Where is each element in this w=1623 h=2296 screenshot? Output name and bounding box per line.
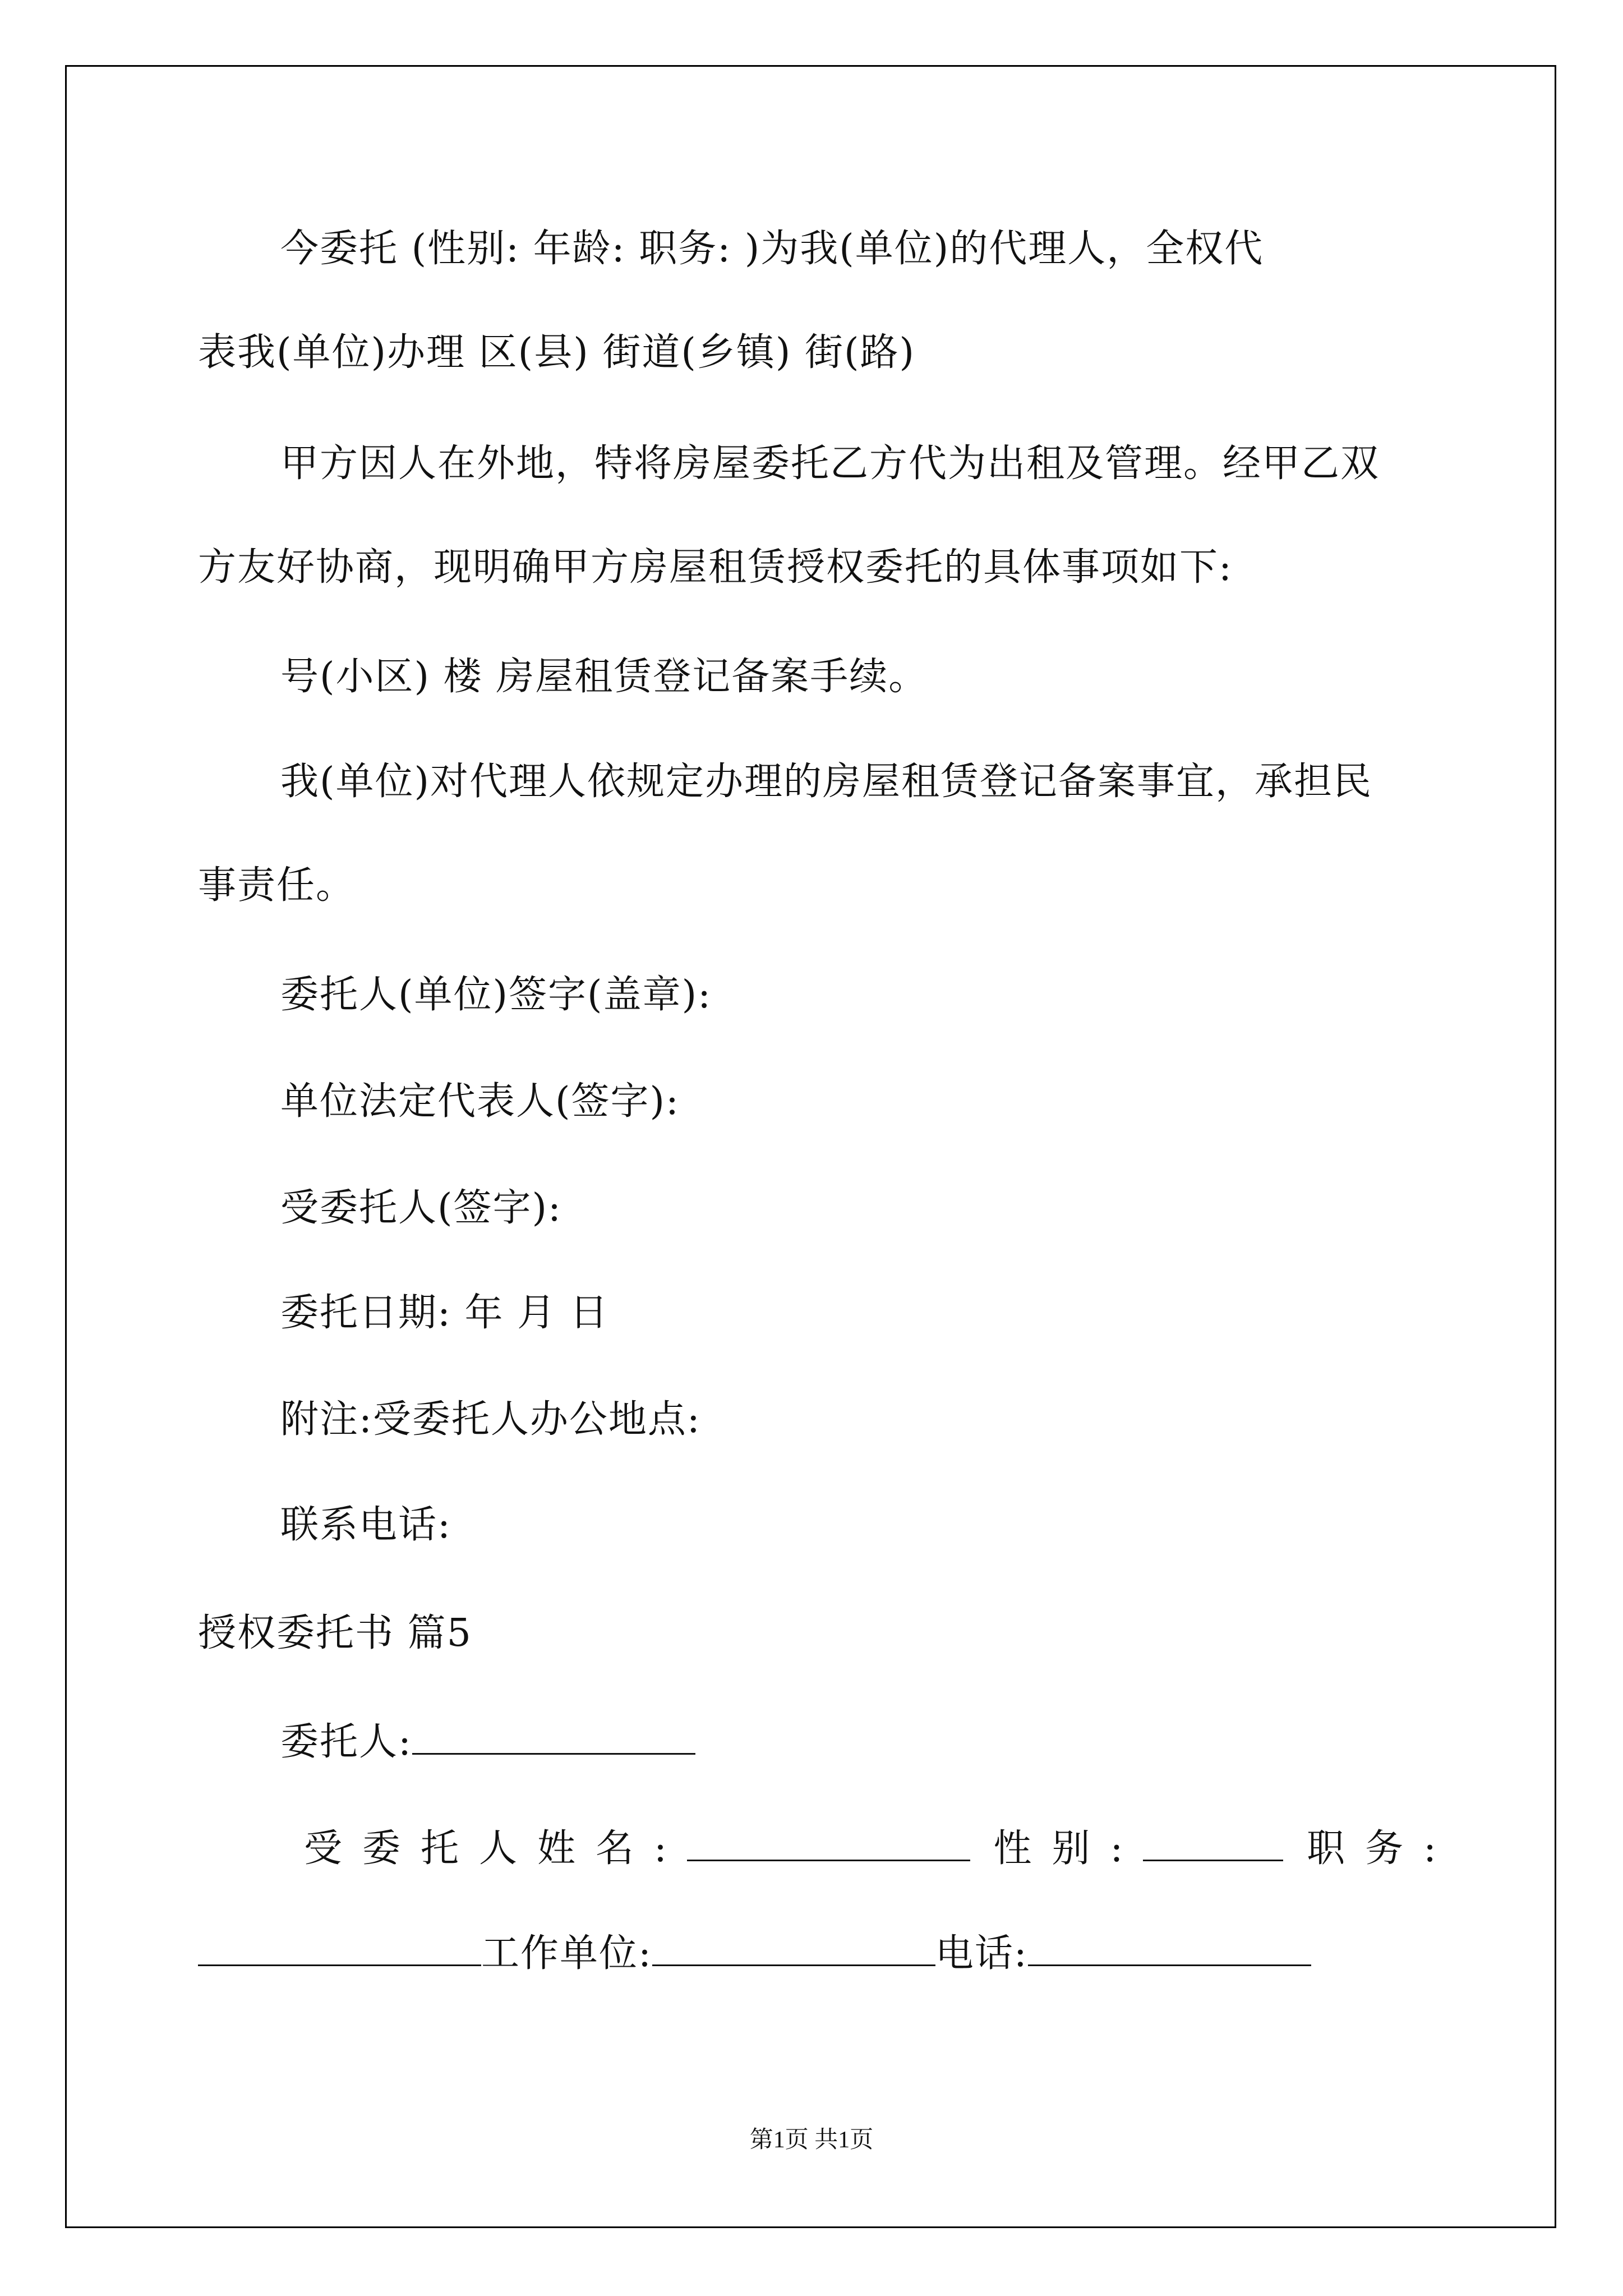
position-label: 职务: — [1307, 1826, 1457, 1871]
section-title: 授权委托书 篇5 — [198, 1611, 472, 1655]
agent-name-blank — [687, 1826, 970, 1861]
agent-info-row — [304, 1826, 1457, 1871]
principal-field-row — [280, 1719, 695, 1764]
contact-phone-line: 联系电话: — [280, 1503, 451, 1547]
signature-principal-line: 委托人(单位)签字(盖章): — [280, 973, 712, 1017]
signature-agent-line: 受委托人(签字): — [280, 1186, 562, 1230]
workplace-label: 工作单位: — [481, 1931, 652, 1976]
agent-name-label: 受委托人姓名: — [304, 1826, 687, 1871]
paragraph-line-5: 号(小区) 楼 房屋租赁登记备案手续。 — [280, 655, 928, 699]
agent-work-row — [198, 1931, 1311, 1976]
workplace-blank — [652, 1931, 935, 1966]
principal-label: 委托人: — [280, 1720, 412, 1764]
phone-label: 电话: — [935, 1931, 1028, 1976]
principal-blank — [412, 1719, 695, 1755]
paragraph-line-6: 我(单位)对代理人依规定办理的房屋租赁登记备案事宜，承担民 — [280, 760, 1373, 804]
paragraph-line-4: 方友好协商，现明确甲方房屋租赁授权委托的具体事项如下: — [198, 545, 1233, 590]
gender-blank — [1143, 1826, 1283, 1861]
paragraph-line-3: 甲方因人在外地，特将房屋委托乙方代为出租及管理。经甲乙双 — [280, 441, 1380, 486]
paragraph-line-1: 今委托 (性别: 年龄: 职务: )为我(单位)的代理人，全权代 — [280, 227, 1264, 271]
signature-legal-rep-line: 单位法定代表人(签字): — [280, 1079, 680, 1124]
paragraph-line-2: 表我(单位)办理 区(县) 街道(乡镇) 街(路) — [198, 330, 916, 375]
date-line: 委托日期: 年 月 日 — [280, 1291, 609, 1335]
page-number-footer: 第1页 共1页 — [749, 2127, 874, 2153]
paragraph-line-7: 事责任。 — [198, 863, 356, 908]
page-border — [65, 65, 1556, 2228]
phone-blank — [1028, 1931, 1311, 1966]
position-blank — [198, 1931, 481, 1966]
office-location-line: 附注:受委托人办公地点: — [280, 1397, 701, 1442]
gender-label: 性别: — [993, 1826, 1144, 1871]
